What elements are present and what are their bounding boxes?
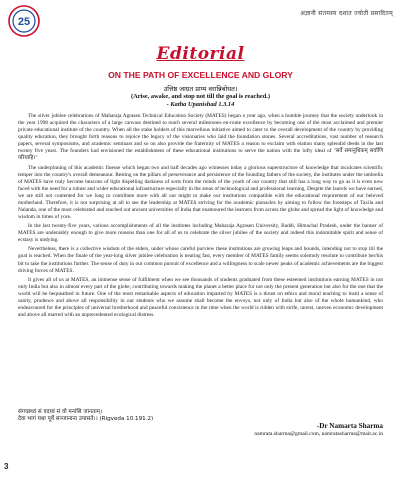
author-name: -Dr Namarta Sharma [316,422,383,430]
logo-number: 25 [17,16,31,28]
author-emails: namrata.sharma@gmail.com, namratasharma@mait.ac.in [254,431,383,437]
sanskrit-epigraph: उत्तिष्ठ जाग्रत प्राप्य वरान्निबोधत। [163,85,238,93]
closing-verse-line: संगच्छध्वं सं वदध्वं सं वो मनांसि जानताम्। [18,409,103,415]
article-body [18,113,383,321]
paragraph: The underpinning of this academic finesse which began two and half decades ago witnesses today a glorious superstructure of knowledge that inculcates scientific temper into the country's overall demeanour. Resting on the pillars of perseverance and persistence of the founding fathers of the society, the institutes under the umbrella of MATES have truly become beacons of light dispelling darkness of sorts from the minds of the youth of our country that still has a long way to go as it is even now faced with the need for a robust and wider educational infrastructure especially in the areas of technological and professional learning. Despite the laurels we have earned, we are still not contented for we long to contribute more with all our might to make our institutions compatible with the educational requirement of our beloved motherland. Therefore, it is not surprising at all to see the leadership at MATES striving for the academic pinnacles by aiming to follow the footsteps of Taxila and Nalanda, one of the most celebrated and reached out ancient universities of India that enamoured the learners from across the globe and spread the light of knowledge and wisdom in times of yore. [18,164,383,220]
epigraph-source: - Katha Upanishad 1.3.14 [166,101,235,108]
closing-verse [18,409,153,424]
society-logo [4,4,44,38]
editorial-heading: Editorial [156,44,245,64]
epigraph-translation: (Arise, awake, and stop not till the goal is reached.) [130,93,271,100]
closing-verse-line: देवा भागं यथा पूर्वे सञ्जानाना उपासते।। (Rigveda 10.191.2) [18,416,154,423]
page-number: 3 [4,462,9,471]
article-title: ON THE PATH OF EXCELLENCE AND GLORY [108,70,293,80]
paragraph: It gives all of us at MATES, an immense sense of fulfilment when we see thousands of students graduated from these esteemed institutions earning MATES in not only India but also in almost every part of the globe, contributing towards making the planet a better place for not only the present generation but also for the one that the world will be bequeathed in future. One of the most remarkable aspects of education imparted by MATES is a thrust on ethics and moral teaching to instil a sense of sanity, prudence and above all responsibility in our students who we assume shall become the envoys, not only of India but also of the whole humankind, who endeavoured for the principles of universal brotherhood and peaceful coexistence in the time when the world is ridden with strife, unrest, uneven economic development and above all marred with an unprecedented ecological distress. [18,276,383,319]
paragraph: In the last twenty-five years, various accomplishments of all the institutes including Maharaja Agrasen University, Baddi, Himachal Pradesh, under the banner of MATES are undeniably enough to give more reasons than one for all of us to celebrate the silver jubilee of the society and indeed this indomitable spirit and sense of ecstasy is undying. [18,223,383,244]
signature-block [254,422,383,437]
paragraph: Nevertheless, there is a collective wisdom of the elders, under whose careful purview these institutions are growing leaps and bounds, intending not to stop till the goal is reached. When the finale of the year-long silver jubilee celebration is nearing fast, every member of MATES family seems solemnly resolute to contribute her/his bit to take the institutions further. The sense of duty in our common pursuit of excellence and a willingness to scale newer peaks of academic achievements are the biggest driving forces of MATES. [18,246,383,274]
paragraph: The silver jubilee celebrations of Maharaja Agrasen Technical Education Society (MATES) began a year ago, when a humble journey that the society undertook in the year 1998 acquired the characters of a large canvass destined to reach several milestones en-route excellence by becoming one of the most acclaimed and premier private educational institute of the country. When all the stake holders of this marvellous initiative aimed to cater to the overall development of the country by providing quality education, they brought forth reasons to rejoice the legacy of the visionaries who laid the foundation stones. Several accreditations, vast number of research papers, several symposiums, and academic seminars and so on also provide the fraternity of MATES a reason to exclaim with elation many splendid deeds in the last twenty five years. The founders had envisioned the establishment of these educational institutions to serve the nation with the lofty ideal of "सर्वे समानुधिकम् सर्वाणि परियाहि।" [18,113,383,162]
header-motto: अज्ञानी संतमस्य दशात ज्योती प्रसादितम् [300,10,393,17]
